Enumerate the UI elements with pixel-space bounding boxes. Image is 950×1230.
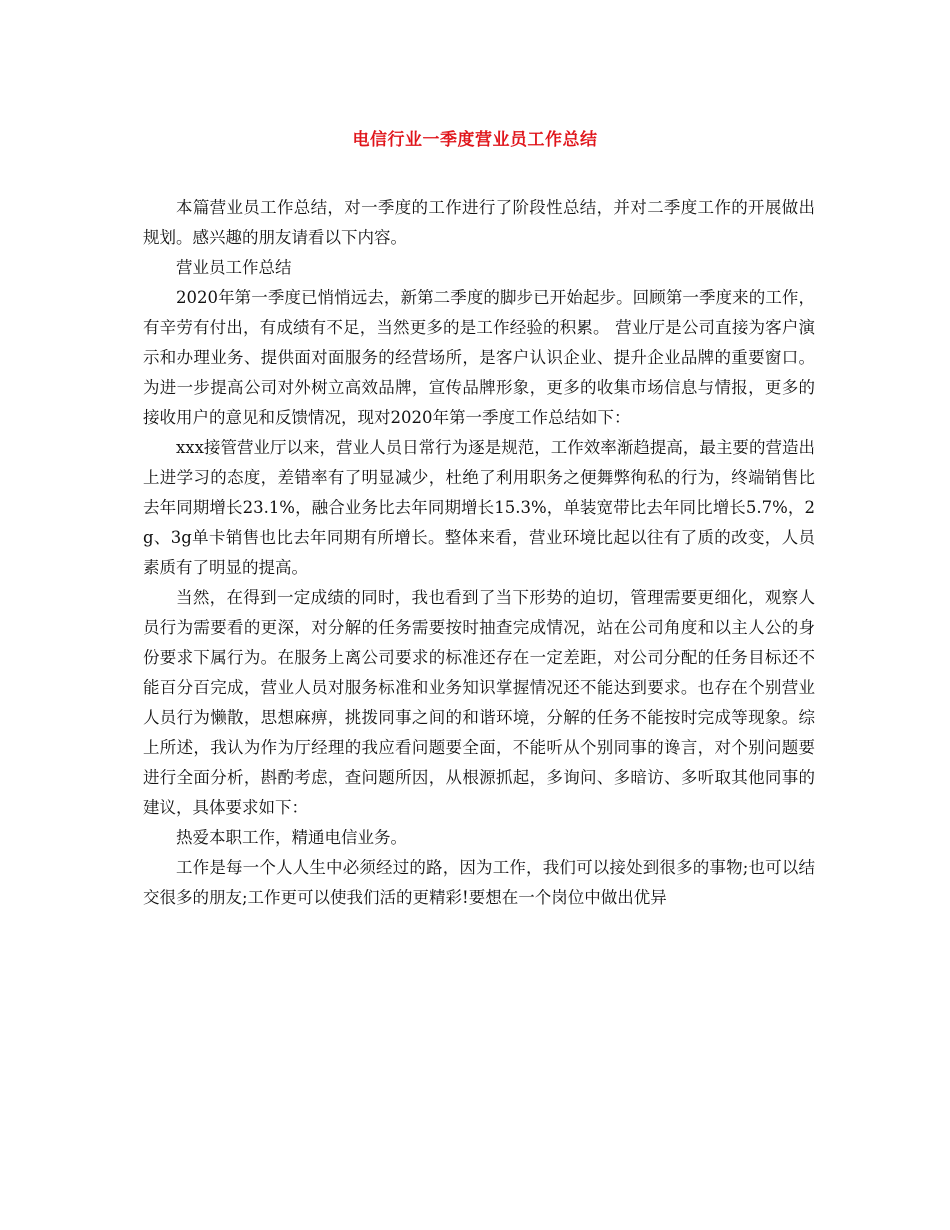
document-title: 电信行业一季度营业员工作总结 xyxy=(352,130,598,150)
paragraph-achievements: xxx接管营业厅以来，营业人员日常行为逐是规范，工作效率渐趋提高，最主要的营造出上进学习的态度，差错率有了明显减少，杜绝了利用职务之便舞弊徇私的行为，终端销售比去年同期增长23.1%，融合业务比去年同期增长15.3%，单装宽带比去年同比增长5.7%，2g、3g单卡销售也比去年同期有所增长。整体来看，营业环境比起以往有了质的改变，人员素质有了明显的提高。 xyxy=(143,438,815,577)
paragraph-review: 2020年第一季度已悄悄远去，新第二季度的脚步已开始起步。回顾第一季度来的工作，有辛劳有付出，有成绩有不足，当然更多的是工作经验的积累。 营业厅是公司直接为客户演示和办理业务、提供面对面服务的经营场所，是客户认识企业、提升企业品牌的重要窗口。为进一步提高公司对外树立高效品牌，宣传品牌形象，更多的收集市场信息与情报，更多的接收用户的意见和反馈情况，现对2020年第一季度工作总结如下： xyxy=(143,288,815,427)
document-body xyxy=(143,193,815,913)
paragraph-intro: 本篇营业员工作总结，对一季度的工作进行了阶段性总结，并对二季度工作的开展做出规划。感兴趣的朋友请看以下内容。 xyxy=(143,198,815,247)
paragraph-requirement-heading: 热爱本职工作，精通电信业务。 xyxy=(176,828,407,847)
paragraph-shortcomings: 当然，在得到一定成绩的同时，我也看到了当下形势的迫切，管理需要更细化，观察人员行为需要看的更深，对分解的任务需要按时抽查完成情况，站在公司角度和以主人公的身份要求下属行为。在服务上离公司要求的标准还存在一定差距，对公司分配的任务目标还不能百分百完成，营业人员对服务标准和业务知识掌握情况还不能达到要求。也存在个别营业人员行为懒散，思想麻痹，挑拨同事之间的和谐环境，分解的任务不能按时完成等现象。综上所述，我认为作为厅经理的我应看问题要全面，不能听从个别同事的谗言，对个别问题要进行全面分析，斟酌考虑，查问题所因，从根源抓起，多询问、多暗访、多听取其他同事的建议，具体要求如下： xyxy=(143,588,815,817)
paragraph-heading: 营业员工作总结 xyxy=(176,258,292,277)
paragraph-work-attitude: 工作是每一个人人生中必须经过的路，因为工作，我们可以接处到很多的事物;也可以结交很多的朋友;工作更可以使我们活的更精彩!要想在一个岗位中做出优异 xyxy=(143,858,815,907)
